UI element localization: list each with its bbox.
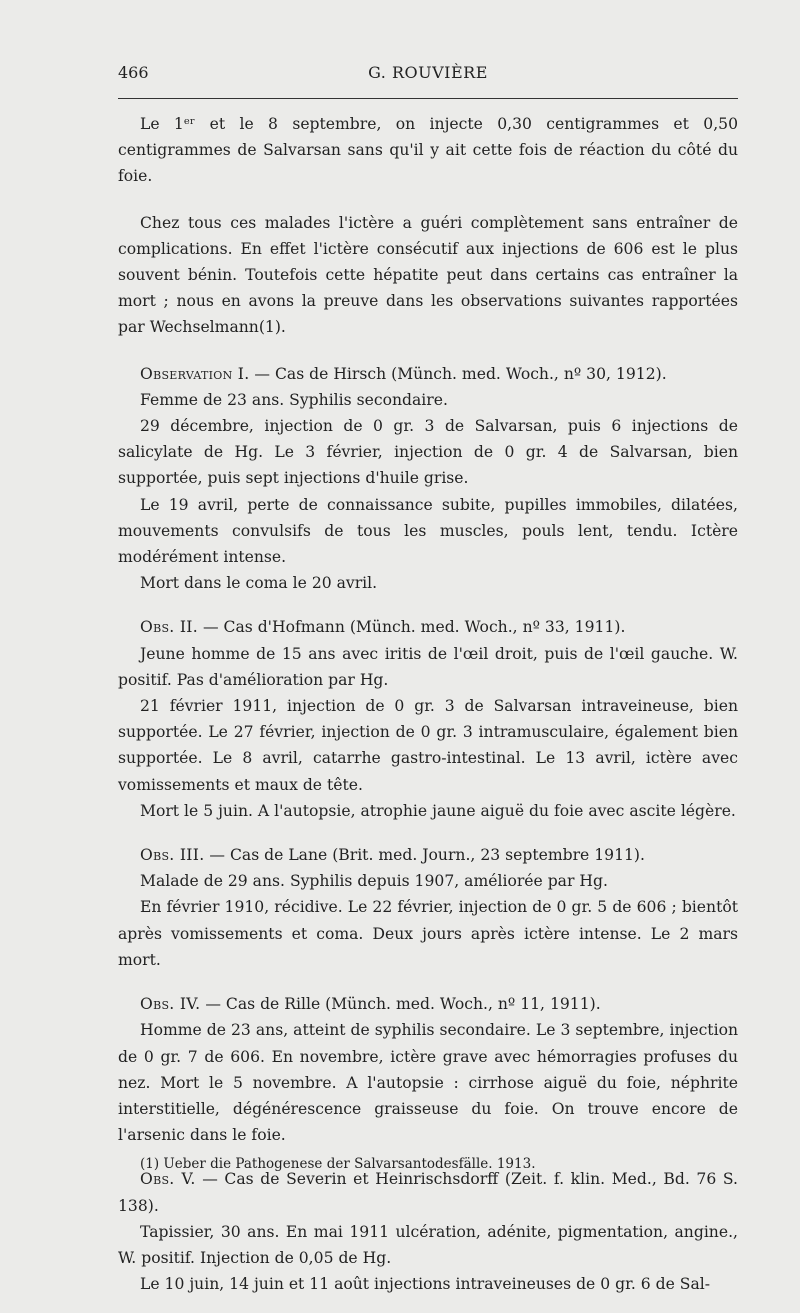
observation-line: Tapissier, 30 ans. En mai 1911 ulcération, adénite, pigmentation, angine., W. positif. Injection de 0,05 de Hg. — [118, 1222, 738, 1267]
page-number: 466 — [118, 63, 149, 82]
observation-line: Mort le 5 juin. A l'autopsie, atrophie jaune aiguë du foie avec ascite légère. — [140, 801, 736, 820]
observation-line: Femme de 23 ans. Syphilis secondaire. — [140, 390, 448, 409]
observation — [118, 361, 738, 597]
observation-label: Obs. II. — [140, 618, 198, 637]
observation-line: 29 décembre, injection de 0 gr. 3 de Salvarsan, puis 6 injections de salicylate de Hg. Le 3 février, injection de 0 gr. 4 de Salvarsan, bien supportée, puis sept injections d'huile grise. — [118, 417, 738, 488]
observation-line: Homme de 23 ans, atteint de syphilis secondaire. Le 3 septembre, injection de 0 gr. 7 de 606. En novembre, ictère grave avec hémorragies profuses du nez. Mort le 5 novembre. A l'autopsie : cirrhose aiguë du foie, néphrite interstitielle, dégénérescence graisseuse du foie. On trouve encore de l'arsenic dans le foie. — [118, 1021, 738, 1145]
running-title: G. ROUVIÈRE — [368, 63, 488, 82]
observation-title: — Cas de Lane (Brit. med. Journ., 23 septembre 1911). — [204, 846, 645, 865]
observation-label: Obs. III. — [140, 846, 205, 865]
paragraph: Le 1ᵉʳ et le 8 septembre, on injecte 0,30 centigrammes et 0,50 centigrammes de Salvarsan sans qu'il y ait cette fois de réaction du côté du foie. — [118, 115, 738, 186]
observation-line: 21 février 1911, injection de 0 gr. 3 de Salvarsan intraveineuse, bien supportée. Le 27 février, injection de 0 gr. 3 intramusculaire, également bien supportée. Le 8 avril, catarrhe gastro-intestinal. Le 13 avril, ictère avec vomissements et maux de tête. — [118, 697, 738, 794]
observation-line: Jeune homme de 15 ans avec iritis de l'œil droit, puis de l'œil gauche. W. positif. Pas d'amélioration par Hg. — [118, 644, 738, 689]
observation-line: Le 10 juin, 14 juin et 11 août injections intraveineuses de 0 gr. 6 de Sal- — [140, 1275, 711, 1294]
observation — [118, 991, 738, 1148]
observation-line: Le 19 avril, perte de connaissance subite, pupilles immobiles, dilatées, mouvements convulsifs de tous les muscles, pouls lent, tendu. Ictère modérément intense. — [118, 495, 738, 567]
header-rule — [118, 98, 738, 99]
page-header — [118, 63, 738, 85]
observation-title: — Cas de Severin et Heinrischsdorff (Zeit. f. klin. Med., Bd. 76 S. 138). — [118, 1170, 738, 1215]
observation-line: Mort dans le coma le 20 avril. — [140, 574, 378, 593]
observation — [118, 1166, 738, 1297]
observation-line: Malade de 29 ans. Syphilis depuis 1907, améliorée par Hg. — [140, 872, 608, 891]
paragraph: Chez tous ces malades l'ictère a guéri complètement sans entraîner de complications. En effet l'ictère consécutif aux injections de 606 est le plus souvent bénin. Toutefois cette hépatite peut dans certains cas entraîner la mort ; nous en avons la preuve dans les observations suivantes rapportées par Wechselmann(1). — [118, 213, 738, 337]
footnote: (1) Ueber die Pathogenese der Salvarsantodesfälle. 1913. — [140, 1156, 536, 1172]
observation-label: Obs. IV. — [140, 995, 201, 1014]
observation-title: — Cas de Hirsch (Münch. med. Woch., nº 30, 1912). — [249, 364, 667, 383]
observation — [118, 614, 738, 824]
observation — [118, 842, 738, 973]
observation-title: — Cas d'Hofmann (Münch. med. Woch., nº 33, 1911). — [198, 618, 626, 637]
observation-label: Observation I. — [140, 364, 250, 383]
observation-label: Obs. V. — [140, 1170, 196, 1189]
observation-line: En février 1910, récidive. Le 22 février, injection de 0 gr. 5 de 606 ; bientôt après vomissements et coma. Deux jours après ictère intense. Le 2 mars mort. — [118, 898, 738, 969]
observation-title: — Cas de Rille (Münch. med. Woch., nº 11, 1911). — [200, 995, 601, 1014]
body-text — [118, 111, 738, 1297]
